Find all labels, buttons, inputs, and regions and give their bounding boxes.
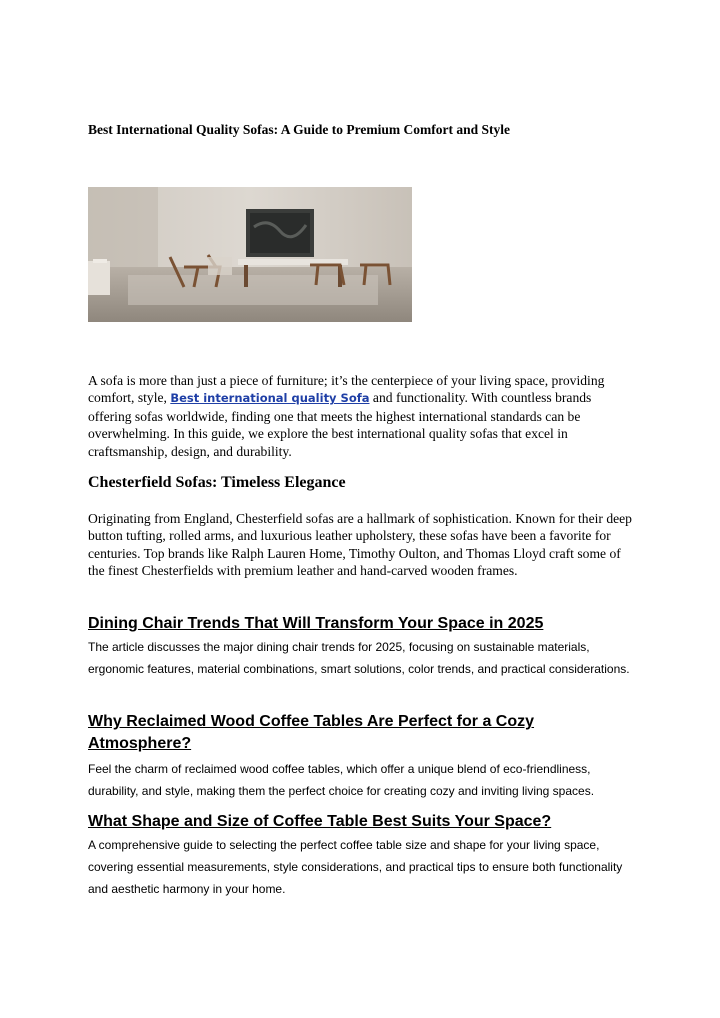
intro-text-after-link: and functionality. With countless brands offering sofas worldwide, finding one that meets the highest international standards can be overwhelming. In this guide, we explore the best international quality sofas that excel in craftsmanship, design, and durability. [88, 390, 592, 459]
related-article-title-coffee-table-size[interactable]: What Shape and Size of Coffee Table Best Suits Your Space? [88, 813, 552, 830]
related-article-summary-reclaimed-wood: Feel the charm of reclaimed wood coffee tables, which offer a unique blend of eco-friendliness, durability, and style, making them the perfect choice for creating cozy and inviting living spaces. [88, 762, 595, 798]
related-article-summary-coffee-table-size: A comprehensive guide to selecting the perfect coffee table size and shape for your living space, covering essential measurements, style considerations, and practical tips to ensure both functionality and aesthetic harmony in your home. [88, 838, 623, 896]
related-article-title-reclaimed-wood[interactable]: Why Reclaimed Wood Coffee Tables Are Perfect for a Cozy Atmosphere? [88, 713, 535, 752]
best-international-sofa-link[interactable]: Best international quality Sofa [170, 391, 370, 406]
chesterfield-paragraph: Originating from England, Chesterfield sofas are a hallmark of sophistication. Known for their deep button tufting, rolled arms, and luxurious leather upholstery, these sofas have been a favorite for centuries. Top brands like Ralph Lauren Home, Timothy Oulton, and Thomas Lloyd craft some of the finest Chesterfields with premium leather and hand-carved wooden frames. [88, 511, 632, 579]
intro-text-before-link: A sofa is more than just a piece of furniture; it’s the centerpiece of your living space, providing comfort, style, [88, 373, 605, 406]
related-article-title-dining-chairs[interactable]: Dining Chair Trends That Will Transform Your Space in 2025 [88, 615, 544, 632]
intro-paragraph [88, 372, 636, 460]
document-title: Best International Quality Sofas: A Guide to Premium Comfort and Style [88, 122, 511, 137]
dining-room-photo [88, 187, 412, 322]
chesterfield-heading: Chesterfield Sofas: Timeless Elegance [88, 474, 346, 491]
related-article-summary-dining-chairs: The article discusses the major dining chair trends for 2025, focusing on sustainable materials, ergonomic features, material combinations, smart solutions, color trends, and practical considerations. [88, 640, 630, 676]
